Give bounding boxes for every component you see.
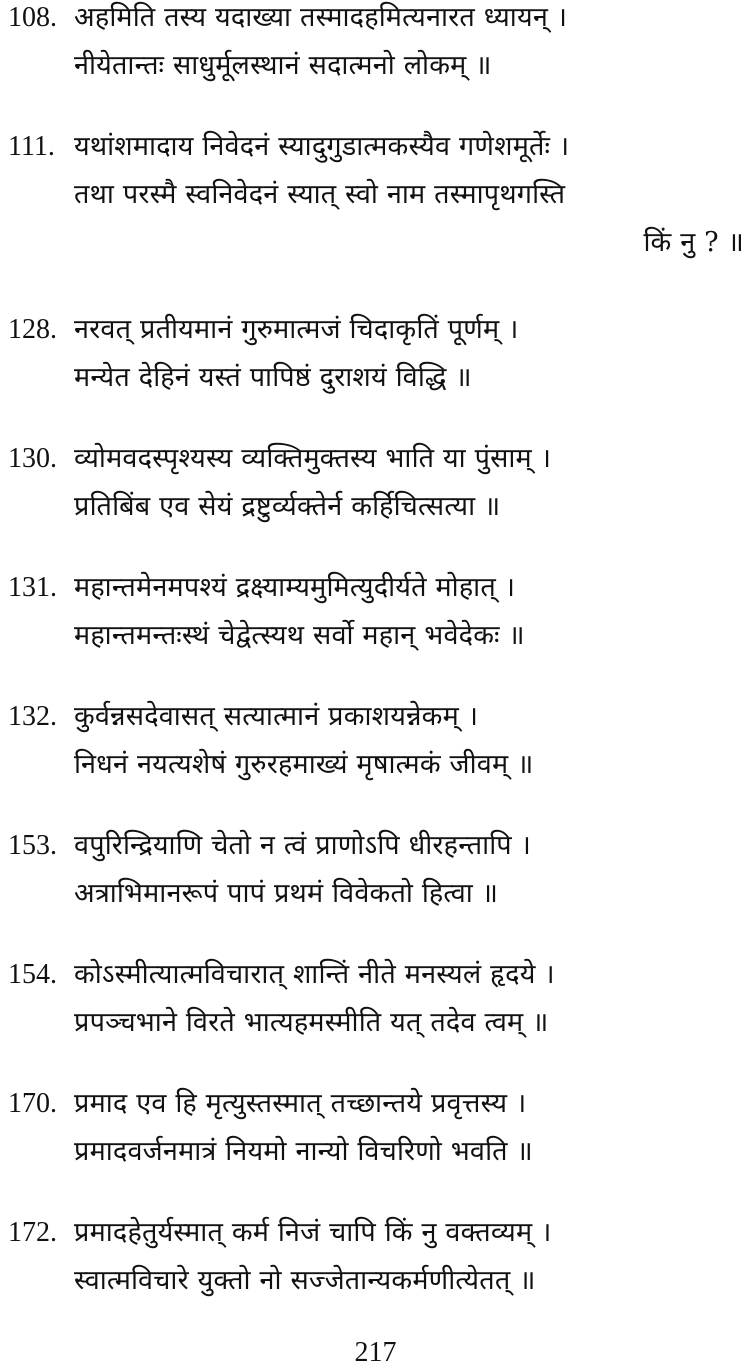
verse-line: अत्राभिमानरूपं पापं प्रथमं विवेकतो हित्वा ॥	[74, 878, 499, 909]
verse-line: मन्येत देहिनं यस्तं पापिष्ठं दुराशयं विद्धि ॥	[74, 362, 472, 393]
verse-130	[8, 435, 751, 531]
verse-108	[8, 0, 751, 90]
verse-number: 154.	[8, 959, 57, 990]
verse-111	[8, 123, 751, 267]
verse-line: प्रमाद एव हि मृत्युस्तस्मात् तच्छान्तये प्रवृत्तस्य ।	[74, 1088, 527, 1119]
verse-line: तथा परस्मै स्वनिवेदनं स्यात् स्वो नाम तस्मापृथगस्ति	[74, 179, 566, 210]
verse-131	[8, 564, 751, 660]
verse-line: प्रतिबिंब एव सेयं द्रष्टुर्व्यक्तेर्न कर्हिचित्सत्या ॥	[74, 491, 501, 522]
verse-number: 153.	[8, 830, 57, 861]
verse-number: 108.	[8, 2, 57, 33]
verse-line: नरवत् प्रतीयमानं गुरुमात्मजं चिदाकृतिं पूर्णम् ।	[74, 314, 519, 345]
verse-line: महान्तमन्तःस्थं चेद्वेत्स्यथ सर्वो महान् भवेदेकः ॥	[74, 620, 525, 651]
verse-line: प्रपञ्चभाने विरते भात्यहमस्मीति यत् तदेव त्वम् ॥	[74, 1007, 549, 1038]
verse-line: कुर्वन्नसदेवासत् सत्यात्मानं प्रकाशयन्नेकम् ।	[74, 701, 479, 732]
verse-154	[8, 951, 751, 1047]
verse-170	[8, 1080, 751, 1176]
verse-line: व्योमवदस्पृश्यस्य व्यक्तिमुक्तस्य भाति या पुंसाम् ।	[74, 443, 552, 474]
verse-line: किं नु ? ॥	[643, 227, 744, 258]
verse-number: 130.	[8, 443, 57, 474]
verse-line: निधनं नयत्यशेषं गुरुरहमाख्यं मृषात्मकं जीवम् ॥	[74, 749, 534, 780]
verse-line: कोऽस्मीत्यात्मविचारात् शान्तिं नीते मनस्यलं हृदये ।	[74, 959, 555, 990]
verse-153	[8, 822, 751, 918]
verse-number: 172.	[8, 1217, 57, 1248]
verse-number: 111.	[8, 131, 55, 162]
page-number: 217	[354, 1337, 397, 1368]
verse-line: प्रमादहेतुर्यस्मात् कर्म निजं चापि किं नु वक्तव्यम् ।	[74, 1217, 552, 1248]
verse-line: नीयेतान्तः साधुर्मूलस्थानं सदात्मनो लोकम् ॥	[74, 50, 492, 81]
verse-line: वपुरिन्द्रियाणि चेतो न त्वं प्राणोऽपि धीरहन्तापि ।	[74, 830, 532, 861]
verse-line: प्रमादवर्जनमात्रं नियमो नान्यो विचरिणो भवति ॥	[74, 1136, 533, 1167]
verse-line: महान्तमेनमपश्यं द्रक्ष्याम्यमुमित्युदीर्यते मोहात् ।	[74, 572, 516, 603]
verse-128	[8, 306, 751, 402]
verse-132	[8, 693, 751, 789]
verse-number: 131.	[8, 572, 57, 603]
verse-line: स्वात्मविचारे युक्तो नो सज्जेतान्यकर्मणीत्येतत् ॥	[74, 1265, 536, 1296]
verse-line: अहमिति तस्य यदाख्या तस्मादहमित्यनारत ध्यायन् ।	[74, 2, 568, 33]
verse-number: 170.	[8, 1088, 57, 1119]
verse-number: 128.	[8, 314, 57, 345]
verse-172	[8, 1209, 751, 1305]
verse-number: 132.	[8, 701, 57, 732]
verse-line: यथांशमादाय निवेदनं स्यादुगुडात्मकस्यैव गणेशमूर्तेः ।	[74, 131, 570, 162]
